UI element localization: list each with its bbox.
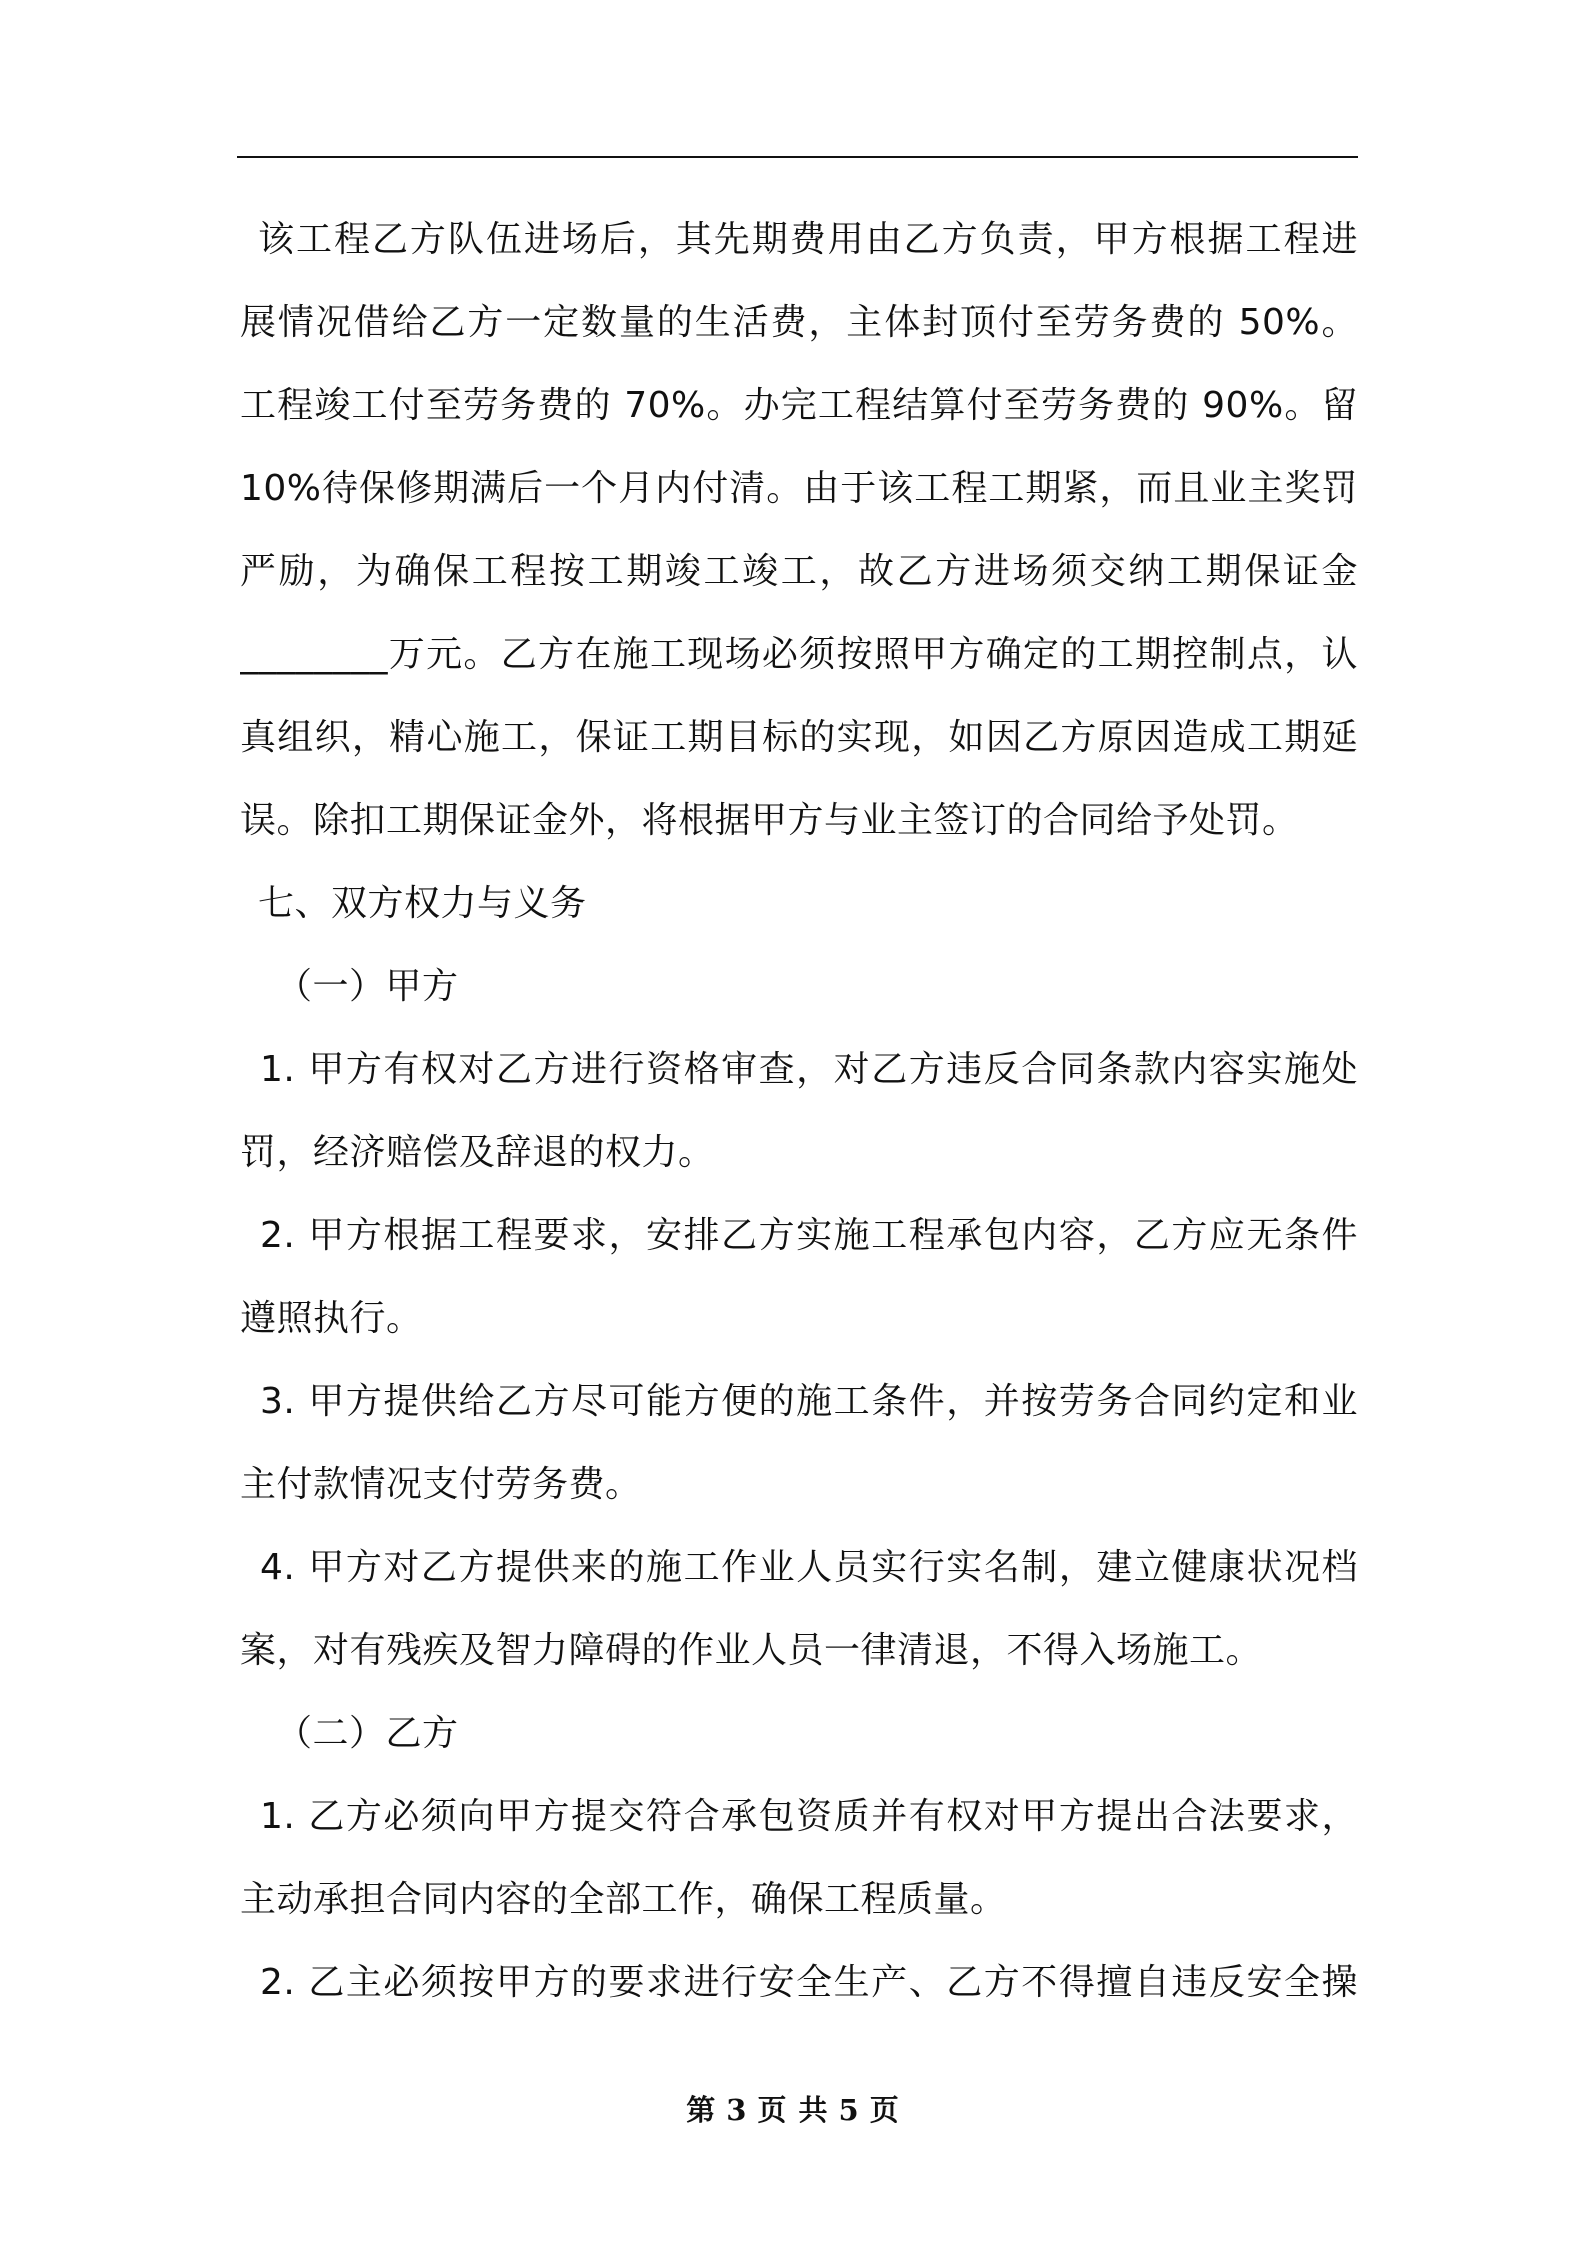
- document-body: [240, 198, 1358, 2024]
- list-item-line: 2. 甲方根据工程要求，安排乙方实施工程承包内容，乙方应无条件: [260, 1215, 1358, 1256]
- page-footer: [0, 2088, 1586, 2129]
- paragraph-line: 工程竣工付至劳务费的 70%。办完工程结算付至劳务费的 90%。留: [240, 385, 1358, 426]
- section-heading: 七、双方权力与义务: [258, 883, 587, 924]
- paragraph-line: 严励，为确保工程按工期竣工竣工，故乙方进场须交纳工期保证金: [240, 551, 1358, 592]
- list-item-line: 3. 甲方提供给乙方尽可能方便的施工条件，并按劳务合同约定和业: [260, 1381, 1358, 1422]
- paragraph-line: ________万元。乙方在施工现场必须按照甲方确定的工期控制点，认: [240, 634, 1358, 675]
- subsection-heading: （二）乙方: [276, 1713, 459, 1754]
- list-item-line: 遵照执行。: [240, 1298, 423, 1339]
- header-rule: [237, 156, 1358, 158]
- list-item-line: 4. 甲方对乙方提供来的施工作业人员实行实名制，建立健康状况档: [260, 1547, 1358, 1588]
- footer-prefix: 第: [686, 2093, 717, 2127]
- paragraph-line: 真组织，精心施工，保证工期目标的实现，如因乙方原因造成工期延: [240, 717, 1358, 758]
- list-item-line: 1. 甲方有权对乙方进行资格审查，对乙方违反合同条款内容实施处: [260, 1049, 1358, 1090]
- footer-current-page: 3: [726, 2093, 748, 2127]
- paragraph-line: 误。除扣工期保证金外，将根据甲方与业主签订的合同给予处罚。: [240, 800, 1299, 841]
- footer-total-pages: 5: [838, 2093, 860, 2127]
- list-item-line: 2. 乙主必须按甲方的要求进行安全生产、乙方不得擅自违反安全操: [260, 1962, 1358, 2003]
- paragraph-line: 该工程乙方队伍进场后，其先期费用由乙方负责，甲方根据工程进: [258, 219, 1358, 260]
- paragraph-line: 10%待保修期满后一个月内付清。由于该工程工期紧，而且业主奖罚: [240, 468, 1358, 509]
- list-item-line: 罚，经济赔偿及辞退的权力。: [240, 1132, 715, 1173]
- list-item-line: 主动承担合同内容的全部工作，确保工程质量。: [240, 1879, 1007, 1920]
- list-item-line: 主付款情况支付劳务费。: [240, 1464, 642, 1505]
- footer-middle: 页 共: [757, 2093, 829, 2127]
- footer-suffix: 页: [869, 2093, 900, 2127]
- subsection-heading: （一）甲方: [276, 966, 459, 1007]
- list-item-line: 1. 乙方必须向甲方提交符合承包资质并有权对甲方提出合法要求，: [260, 1796, 1358, 1837]
- paragraph-line: 展情况借给乙方一定数量的生活费，主体封顶付至劳务费的 50%。: [240, 302, 1358, 343]
- list-item-line: 案，对有残疾及智力障碍的作业人员一律清退，不得入场施工。: [240, 1630, 1263, 1671]
